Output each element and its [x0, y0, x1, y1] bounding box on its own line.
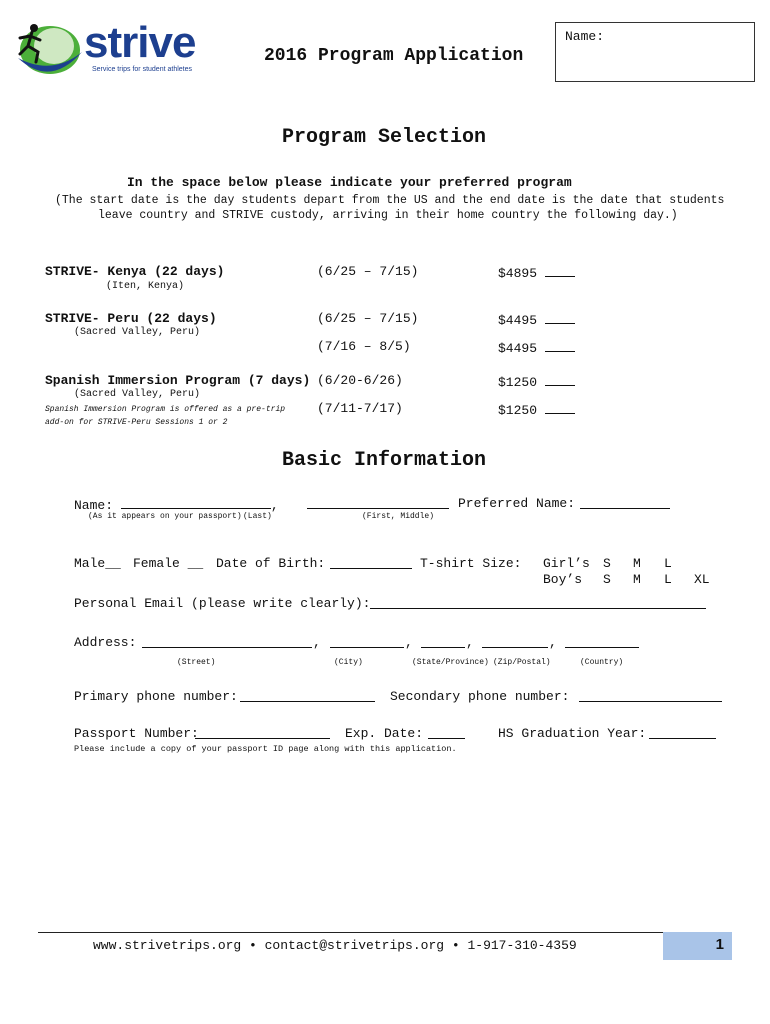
male-field[interactable]: Male__	[74, 556, 121, 571]
passport-hint: (As it appears on your passport)	[88, 512, 242, 521]
page-number-box	[663, 932, 732, 960]
first-hint: (First, Middle)	[362, 512, 435, 521]
street-hint: (Street)	[177, 658, 216, 667]
city-field[interactable]	[330, 635, 404, 648]
zip-field[interactable]	[482, 635, 548, 648]
dob-label: Date of Birth:	[216, 556, 326, 571]
secondary-phone-field[interactable]	[579, 689, 722, 702]
grad-year-field[interactable]	[649, 726, 716, 739]
program-spanish-dates2: (7/11-7/17)	[317, 401, 403, 416]
name-label: Name:	[74, 498, 114, 513]
preferred-name-label: Preferred Name:	[458, 496, 576, 511]
program-spanish-price1[interactable]	[498, 373, 575, 390]
program-selection-heading: Program Selection	[282, 126, 487, 149]
program-kenya-price[interactable]	[498, 264, 575, 281]
boys-label: Boy’s	[543, 572, 583, 587]
comma-3: ,	[466, 635, 474, 650]
program-peru-location: (Sacred Valley, Peru)	[74, 327, 201, 338]
state-field[interactable]	[421, 635, 465, 648]
girls-label: Girl’s	[543, 556, 590, 571]
comma-2: ,	[405, 635, 413, 650]
program-spanish-note2: add-on for STRIVE-Peru Sessions 1 or 2	[45, 418, 228, 427]
program-note-line1: (The start date is the day students depart from the US and the end date is the date that students	[55, 194, 725, 207]
boys-size-l[interactable]: L	[664, 572, 672, 587]
boys-size-s[interactable]: S	[603, 572, 611, 587]
dob-field[interactable]	[330, 556, 412, 569]
comma-1: ,	[313, 635, 321, 650]
document-title: 2016 Program Application	[264, 46, 524, 66]
female-field[interactable]: Female __	[133, 556, 204, 571]
passport-number-field[interactable]	[195, 726, 330, 739]
program-peru-price1[interactable]	[498, 311, 575, 328]
price-label: $4495	[498, 313, 538, 328]
program-kenya-dates: (6/25 – 7/15)	[317, 264, 419, 279]
boys-size-xl[interactable]: XL	[694, 572, 710, 587]
program-instruction: In the space below please indicate your preferred program	[127, 175, 572, 190]
tshirt-label: T-shirt Size:	[420, 556, 522, 571]
program-kenya-location: (Iten, Kenya)	[106, 281, 185, 292]
name-box-label: Name:	[565, 29, 605, 44]
primary-phone-field[interactable]	[240, 689, 375, 702]
basic-info-heading: Basic Information	[282, 449, 487, 472]
last-hint: (Last)	[243, 512, 272, 521]
comma-4: ,	[549, 635, 557, 650]
secondary-phone-label: Secondary phone number:	[390, 689, 570, 704]
program-spanish-location: (Sacred Valley, Peru)	[74, 389, 201, 400]
price-label: $4895	[498, 266, 538, 281]
program-spanish-name: Spanish Immersion Program (7 days)	[45, 373, 311, 388]
city-hint: (City)	[334, 658, 363, 667]
girls-size-s[interactable]: S	[603, 556, 611, 571]
program-peru-dates1: (6/25 – 7/15)	[317, 311, 419, 326]
program-peru-price2[interactable]	[498, 339, 575, 356]
zip-hint: (Zip/Postal)	[493, 658, 551, 667]
boys-size-m[interactable]: M	[633, 572, 641, 587]
first-name-field[interactable]	[307, 496, 449, 509]
preferred-name-field[interactable]	[580, 496, 670, 509]
passport-number-label: Passport Number:	[74, 726, 199, 741]
grad-year-label: HS Graduation Year:	[498, 726, 647, 741]
price-label: $1250	[498, 375, 538, 390]
country-hint: (Country)	[580, 658, 624, 667]
country-field[interactable]	[565, 635, 639, 648]
program-kenya-name: STRIVE- Kenya (22 days)	[45, 264, 225, 279]
logo-tagline: Service trips for student athletes	[92, 66, 192, 73]
price-label: $4495	[498, 341, 538, 356]
address-label: Address:	[74, 635, 137, 650]
program-peru-dates2: (7/16 – 8/5)	[317, 339, 411, 354]
last-name-field[interactable]	[121, 496, 271, 509]
exp-date-label: Exp. Date:	[345, 726, 424, 741]
program-note-line2: leave country and STRIVE custody, arriving in their home country the following day.)	[98, 209, 678, 222]
price-label: $1250	[498, 403, 538, 418]
state-hint: (State/Province)	[412, 658, 489, 667]
passport-note: Please include a copy of your passport ID page along with this application.	[74, 744, 457, 754]
page-number: 1	[715, 936, 724, 953]
street-field[interactable]	[142, 635, 312, 648]
program-spanish-note1: Spanish Immersion Program is offered as a pre-trip	[45, 405, 286, 414]
program-spanish-price2[interactable]	[498, 401, 575, 418]
logo	[12, 18, 212, 80]
girls-size-m[interactable]: M	[633, 556, 641, 571]
email-label: Personal Email (please write clearly):	[74, 596, 371, 611]
program-peru-name: STRIVE- Peru (22 days)	[45, 311, 217, 326]
footer-divider	[38, 932, 664, 933]
globe-runner-icon	[12, 18, 84, 80]
footer-contact: www.strivetrips.org • contact@strivetrips.org • 1-917-310-4359	[93, 938, 577, 953]
logo-wordmark: strive	[84, 18, 196, 67]
program-spanish-dates1: (6/20-6/26)	[317, 373, 403, 388]
primary-phone-label: Primary phone number:	[74, 689, 238, 704]
girls-size-l[interactable]: L	[664, 556, 672, 571]
name-box[interactable]	[555, 22, 755, 82]
exp-date-field[interactable]	[428, 726, 465, 739]
email-field[interactable]	[370, 596, 706, 609]
name-row: Name: ,	[74, 498, 279, 513]
